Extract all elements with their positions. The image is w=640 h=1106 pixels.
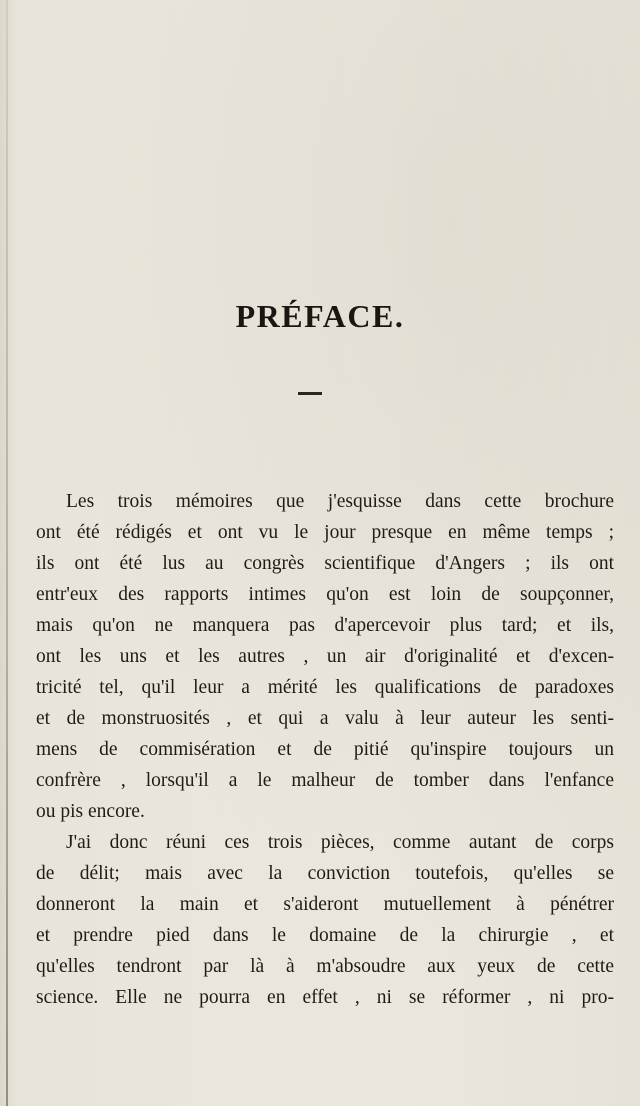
title-divider	[298, 392, 322, 395]
body-text	[36, 486, 614, 1013]
text-line: Les trois mémoires que j'esquisse dans cette brochure	[66, 491, 614, 512]
text-line: mens de commisération et de pitié qu'inspire toujours un	[36, 739, 614, 760]
text-line: J'ai donc réuni ces trois pièces, comme autant de corps	[66, 832, 614, 853]
text-line: ou pis encore.	[36, 801, 145, 822]
text-line: ont les uns et les autres , un air d'originalité et d'excen-	[36, 646, 614, 667]
text-line: ils ont été lus au congrès scientifique d'Angers ; ils ont	[36, 553, 614, 574]
page-title: PRÉFACE.	[235, 298, 405, 334]
paragraph-1	[36, 486, 614, 827]
text-line: et prendre pied dans le domaine de la chirurgie , et	[36, 925, 614, 946]
text-line: mais qu'on ne manquera pas d'apercevoir plus tard; et ils,	[36, 615, 614, 636]
text-line: science. Elle ne pourra en effet , ni se réformer , ni pro-	[36, 987, 614, 1008]
text-line: et de monstruosités , et qui a valu à leur auteur les senti-	[36, 708, 614, 729]
paragraph-2	[36, 827, 614, 1013]
text-line: de délit; mais avec la conviction toutefois, qu'elles se	[36, 863, 614, 884]
text-line: entr'eux des rapports intimes qu'on est loin de soupçonner,	[36, 584, 614, 605]
page-gutter-shadow	[6, 0, 8, 1106]
text-line: ont été rédigés et ont vu le jour presque en même temps ;	[36, 522, 614, 543]
text-line: tricité tel, qu'il leur a mérité les qualifications de paradoxes	[36, 677, 614, 698]
text-line: donneront la main et s'aideront mutuellement à pénétrer	[36, 894, 614, 915]
text-line: qu'elles tendront par là à m'absoudre aux yeux de cette	[36, 956, 614, 977]
text-line: confrère , lorsqu'il a le malheur de tomber dans l'enfance	[36, 770, 614, 791]
